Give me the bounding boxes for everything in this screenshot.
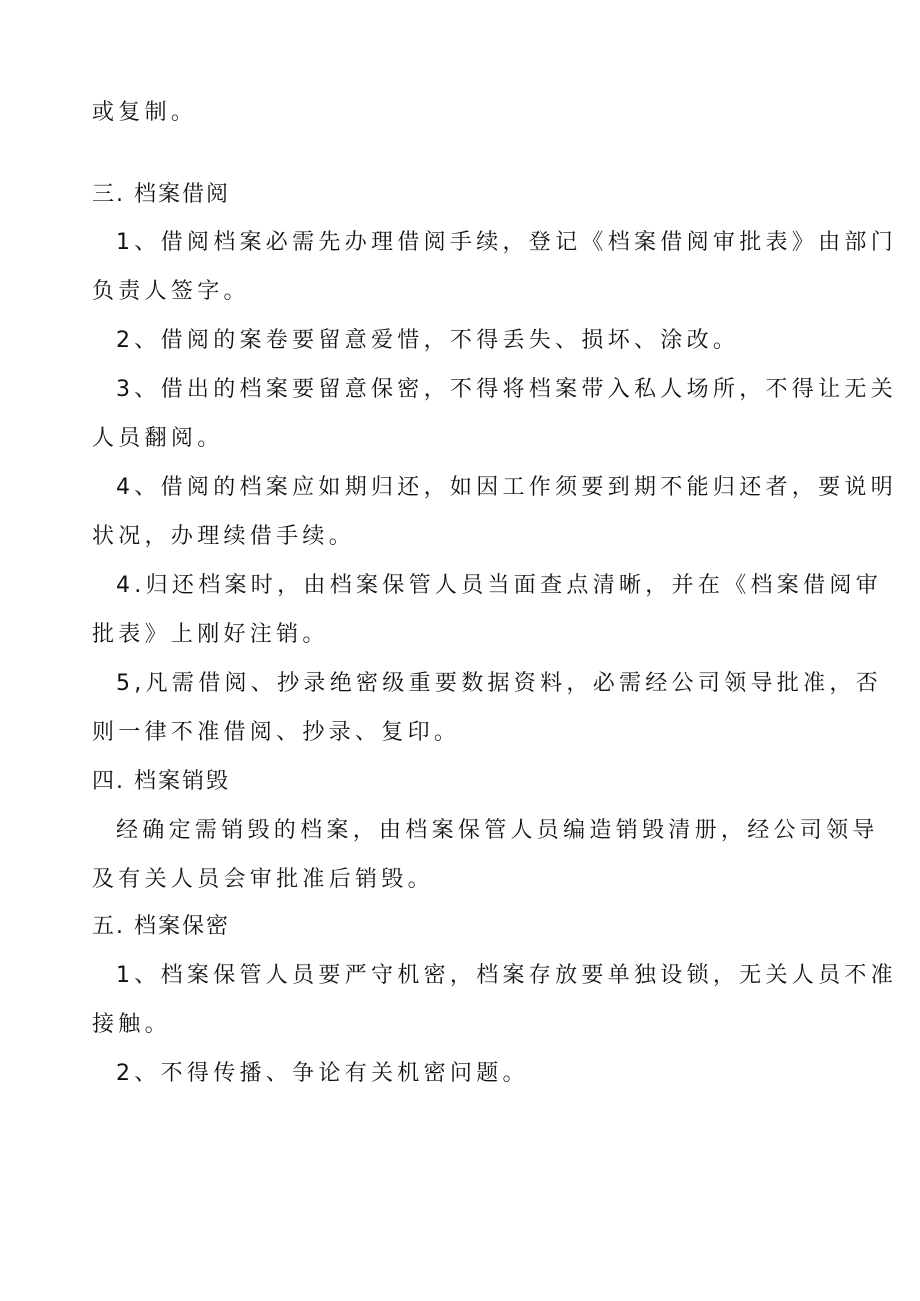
borrowing-item-3-line-1: 3、借出的档案要留意保密，不得将档案带入私人场所，不得让无关 <box>116 377 897 402</box>
borrowing-item-3-line-2: 人员翻阅。 <box>92 426 224 451</box>
borrowing-item-5-line-2: 则一律不准借阅、抄录、复印。 <box>92 720 461 745</box>
borrowing-item-4-line-1: 4、借阅的档案应如期归还，如因工作须要到期不能归还者，要说明 <box>116 475 897 500</box>
confidentiality-item-1-line-2: 接触。 <box>92 1012 171 1037</box>
destruction-paragraph-line-1: 经确定需销毁的档案，由档案保管人员编造销毁清册，经公司领导 <box>116 818 879 843</box>
paragraph-continuation: 或复制。 <box>92 100 198 125</box>
section-heading-archive-borrowing: 三. 档案借阅 <box>92 182 230 207</box>
borrowing-item-1-line-2: 负责人签字。 <box>92 279 250 304</box>
borrowing-item-4-line-2: 状况，办理续借手续。 <box>92 524 356 549</box>
confidentiality-item-1-line-1: 1、档案保管人员要严守机密，档案存放要单独设锁，无关人员不准 <box>116 963 897 988</box>
borrowing-item-5-line-1: 5,凡需借阅、抄录绝密级重要数据资料，必需经公司领导批准，否 <box>116 671 882 696</box>
borrowing-item-return-line-1: 4.归还档案时，由档案保管人员当面查点清晰，并在《档案借阅审 <box>116 573 882 598</box>
section-heading-archive-destruction: 四. 档案销毁 <box>92 769 230 794</box>
borrowing-item-return-line-2: 批表》上刚好注销。 <box>92 622 329 647</box>
borrowing-item-1-line-1: 1、借阅档案必需先办理借阅手续，登记《档案借阅审批表》由部门 <box>116 230 897 255</box>
section-heading-archive-confidentiality: 五. 档案保密 <box>92 914 230 939</box>
destruction-paragraph-line-2: 及有关人员会审批准后销毁。 <box>92 867 434 892</box>
confidentiality-item-2: 2、不得传播、争论有关机密问题。 <box>116 1061 529 1086</box>
borrowing-item-2: 2、借阅的案卷要留意爱惜，不得丢失、损坏、涂改。 <box>116 328 740 353</box>
